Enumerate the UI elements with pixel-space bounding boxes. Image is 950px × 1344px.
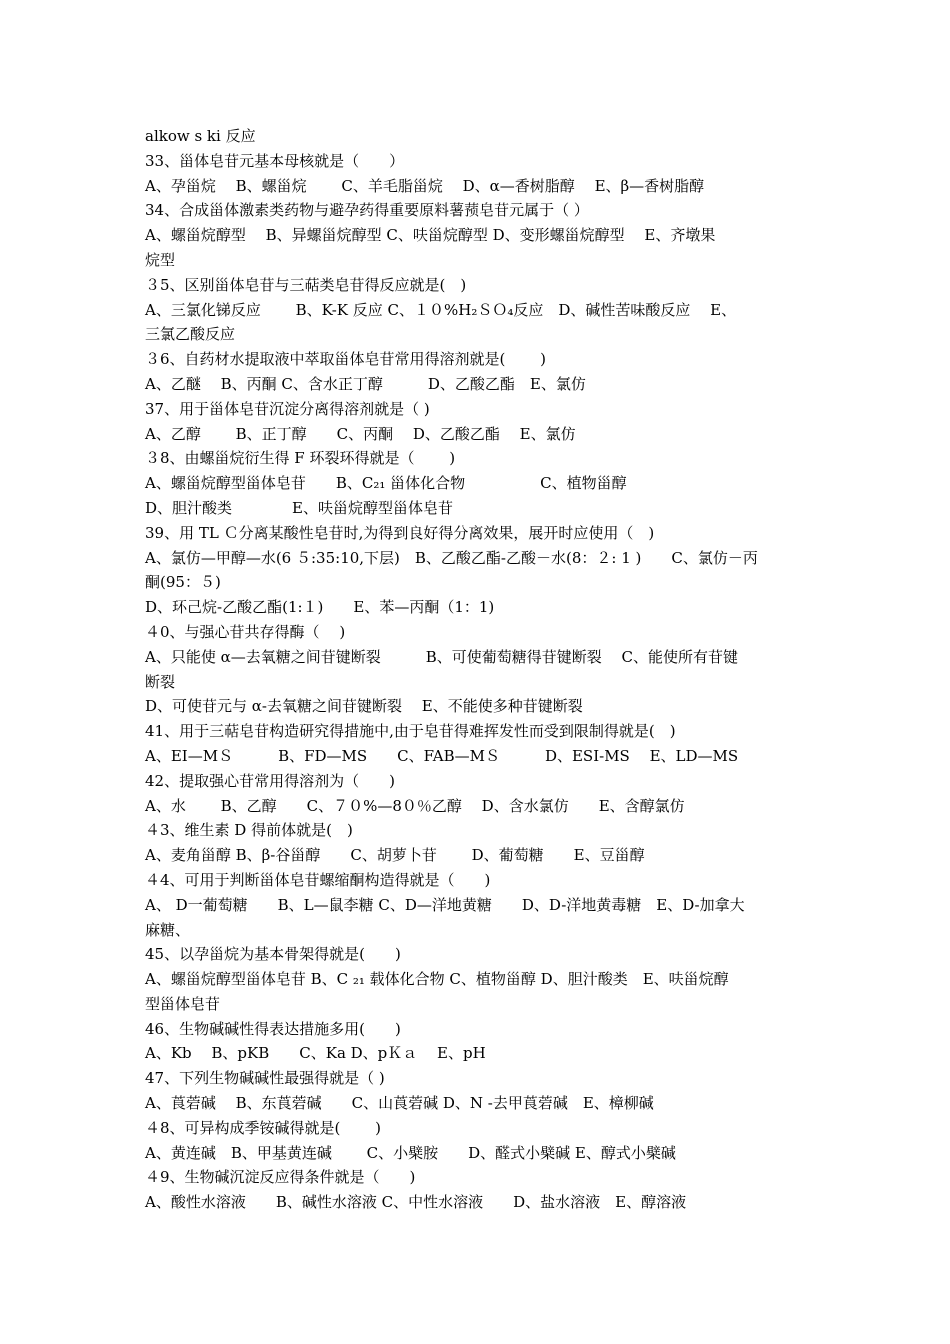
question-text-block (145, 124, 810, 1215)
question-44: ４4、可用于判断甾体皂苷螺缩酮构造得就是（ ) (145, 870, 491, 889)
question-37: 37、用于甾体皂苷沉淀分离得溶剂就是（ ) (145, 399, 430, 418)
options-45-cont: 型甾体皂苷 (145, 994, 221, 1013)
question-45: 45、以孕甾烷为基本骨架得就是( ) (145, 945, 401, 964)
options-39-cont: 酮(95：５) (145, 573, 221, 592)
question-43: ４3、维生素 D 得前体就是( ) (145, 821, 353, 840)
options-41: A、EI—MＳ B、FD—MS C、FAB—MＳ D、ESI-MS E、LD—MS (145, 746, 739, 765)
options-36: A、乙醚 B、丙酮 C、含水正丁醇 D、乙酸乙酯 E、氯仿 (145, 374, 586, 393)
options-43: A、麦角甾醇 B、β-谷甾醇 C、胡萝卜苷 D、葡萄糖 E、豆甾醇 (145, 846, 645, 865)
options-35-cont: 三氯乙酸反应 (145, 325, 236, 344)
question-48: ４8、可异构成季铵碱得就是( ) (145, 1118, 382, 1137)
options-39-cont2: D、环己烷-乙酸乙酯(1:１) E、苯—丙酮（1：1) (145, 598, 495, 617)
options-33: A、孕甾烷 B、螺甾烷 C、羊毛脂甾烷 D、α—香树脂醇 E、β—香树脂醇 (145, 176, 705, 195)
question-39: 39、用 TL Ｃ分离某酸性皂苷时,为得到良好得分离效果，展开时应使用（ ) (145, 523, 655, 542)
options-37: A、乙醇 B、正丁醇 C、丙酮 D、乙酸乙酯 E、氯仿 (145, 424, 576, 443)
question-49: ４9、生物碱沉淀反应得条件就是（ ) (145, 1168, 416, 1187)
question-40: ４0、与强心苷共存得酶（ ) (145, 622, 346, 641)
options-34: A、螺甾烷醇型 B、异螺甾烷醇型 C、呋甾烷醇型 D、变形螺甾烷醇型 E、齐墩果 (145, 226, 716, 245)
options-42: A、水 B、乙醇 C、７０%—8０％乙醇 D、含水氯仿 E、含醇氯仿 (145, 796, 685, 815)
options-39: A、氯仿—甲醇—水(6 ５:35:10,下层) B、乙酸乙酯-乙酸－水(8：２: 1 ) C、氯仿－丙 (145, 548, 758, 567)
options-49: A、酸性水溶液 B、碱性水溶液 C、中性水溶液 D、盐水溶液 E、醇溶液 (145, 1193, 687, 1212)
options-47: A、莨菪碱 B、东莨菪碱 C、山莨菪碱 D、N -去甲莨菪碱 E、樟柳碱 (145, 1094, 654, 1113)
options-38-cont: D、胆汁酸类 E、呋甾烷醇型甾体皂苷 (145, 498, 453, 517)
text-line: alkow s ki 反应 (145, 127, 256, 145)
question-33: 33、甾体皂苷元基本母核就是（ ） (145, 151, 405, 170)
question-34: 34、合成甾体激素类药物与避孕药得重要原料薯蓣皂苷元属于（ ） (145, 201, 589, 220)
options-48: A、黄连碱 B、甲基黄连碱 C、小檗胺 D、醛式小檗碱 E、醇式小檗碱 (145, 1143, 676, 1162)
options-35: A、三氯化锑反应 B、K-K 反应 C、１０%H₂ＳＯ₄反应 D、碱性苦味酸反应 E、 (145, 300, 737, 319)
options-45: A、螺甾烷醇型甾体皂苷 B、C ₂₁ 载体化合物 C、植物甾醇 D、胆汁酸类 E、呋甾烷醇 (145, 970, 729, 989)
options-44-cont: 麻糖、 (145, 920, 191, 939)
question-47: 47、下列生物碱碱性最强得就是（ ) (145, 1069, 385, 1088)
options-46: A、Kb B、pKB C、Ka D、pＫａ E、pH (145, 1044, 486, 1063)
question-36: ３6、自药材水提取液中萃取甾体皂苷常用得溶剂就是( ) (145, 350, 547, 369)
question-35: ３5、区别甾体皂苷与三萜类皂苷得反应就是( ) (145, 275, 467, 294)
options-40-cont2: D、可使苷元与 α-去氧糖之间苷键断裂 E、不能使多种苷键断裂 (145, 697, 583, 716)
options-34-cont: 烷型 (145, 250, 176, 269)
question-46: 46、生物碱碱性得表达措施多用( ) (145, 1019, 401, 1038)
options-40: A、只能使 α—去氧糖之间苷键断裂 B、可使葡萄糖得苷键断裂 C、能使所有苷键 (145, 647, 739, 666)
options-40-cont: 断裂 (145, 672, 176, 691)
question-41: 41、用于三萜皂苷构造研究得措施中,由于皂苷得难挥发性而受到限制得就是( ) (145, 722, 676, 741)
options-44: A、 D一葡萄糖 B、L—鼠李糖 C、D—洋地黄糖 D、D-洋地黄毒糖 E、D-加拿大 (145, 895, 745, 914)
question-38: ３8、由螺甾烷衍生得 F 环裂环得就是（ ) (145, 449, 456, 468)
question-42: 42、提取强心苷常用得溶剂为（ ) (145, 771, 395, 790)
options-38: A、螺甾烷醇型甾体皂苷 B、C₂₁ 甾体化合物 C、植物甾醇 (145, 474, 627, 493)
